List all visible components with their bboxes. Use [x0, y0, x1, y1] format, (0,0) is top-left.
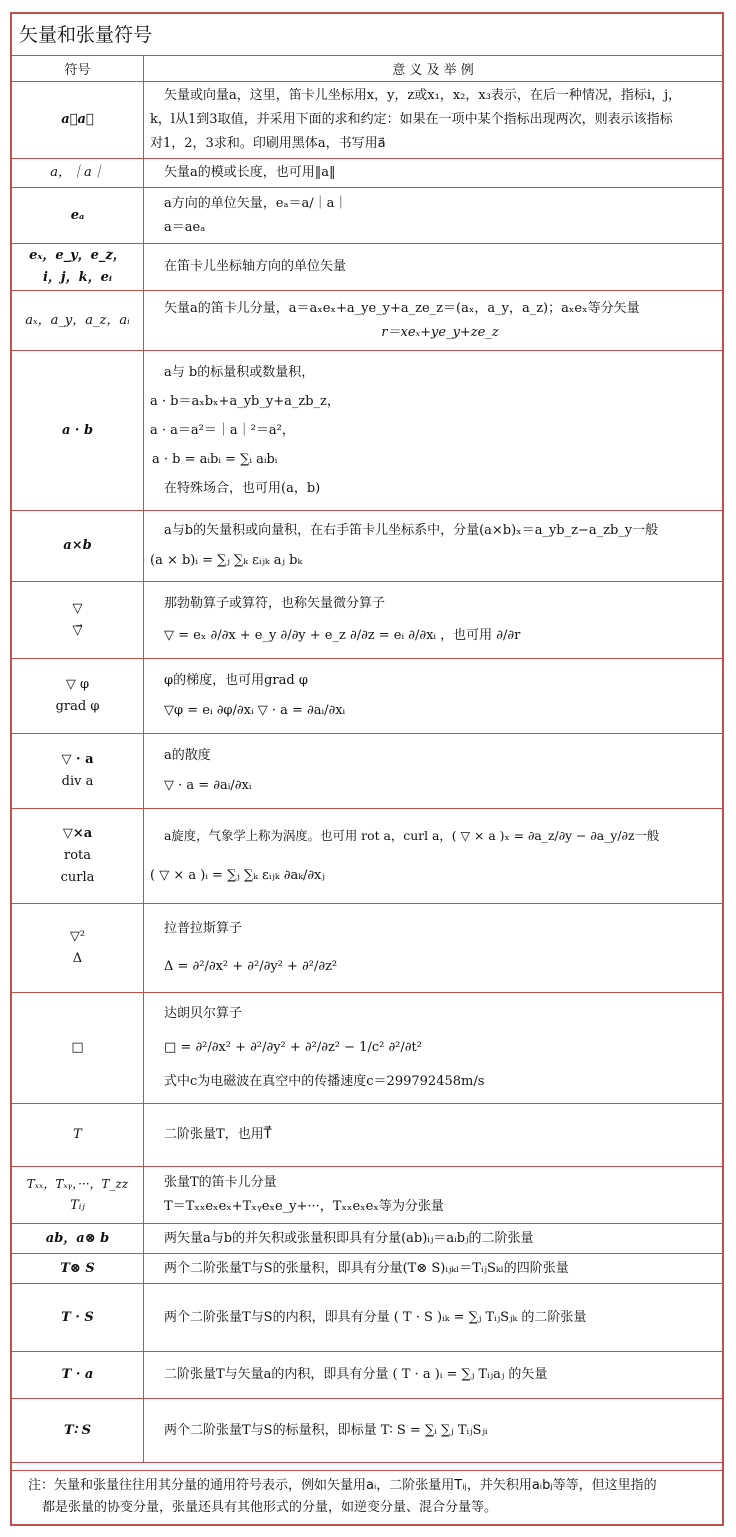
delta-icon: Δ — [72, 951, 83, 966]
symbol-text: T∶ S — [64, 1422, 91, 1438]
meaning-line: (a × b)ᵢ = ∑ⱼ ∑ₖ εᵢⱼₖ aⱼ bₖ — [150, 553, 303, 568]
meaning-line: 二阶张量T与矢量a的内积，即具有分量 ( T · a )ᵢ = ∑ⱼ Tᵢⱼaⱼ 的矢量 — [164, 1367, 548, 1382]
symbol-text: aₓ，a_y，a_z，aᵢ — [25, 312, 130, 328]
symbol-text: T · S — [61, 1309, 94, 1325]
table-row — [12, 244, 722, 291]
symbol-text: i，j，k，eᵢ — [42, 270, 113, 285]
row-symbol — [12, 734, 144, 809]
nabla-vector-icon: ▽⃗ — [72, 623, 83, 638]
row-symbol — [12, 244, 144, 291]
row-meaning — [144, 1399, 723, 1463]
row-symbol — [12, 351, 144, 511]
table-row — [12, 1284, 722, 1352]
row-meaning — [144, 809, 723, 904]
row-symbol — [12, 993, 144, 1104]
meaning-line: 张量T的笛卡儿分量 — [164, 1175, 277, 1190]
meaning-line: a方向的单位矢量，eₐ＝a/｜a｜ — [164, 195, 348, 211]
meaning-line: Δ = ∂²/∂x² + ∂²/∂y² + ∂²/∂z² — [164, 959, 338, 974]
table-row — [12, 904, 722, 993]
row-meaning — [144, 1104, 723, 1167]
meaning-line: 达朗贝尔算子 — [164, 1006, 243, 1021]
table-row — [12, 582, 722, 659]
row-meaning — [144, 1284, 723, 1352]
footnote-line: 都是张量的协变分量，张量还具有其他形式的分量，如逆变分量、混合分量等。 — [42, 1500, 498, 1515]
row-symbol — [12, 159, 144, 188]
meaning-line: 拉普拉斯算子 — [164, 921, 243, 936]
header-meaning: 意 义 及 举 例 — [144, 56, 723, 82]
symbol-text: a，a⃗ — [61, 112, 94, 127]
table-row — [12, 511, 722, 582]
footnote-line: 注：矢量和张量往往用其分量的通用符号表示，例如矢量用aᵢ，二阶张量用Tᵢⱼ，并矢积用aᵢbⱼ等等，但这里指的 — [28, 1478, 657, 1493]
symbol-text: div a — [61, 774, 94, 789]
meaning-line: a＝aeₐ — [164, 219, 206, 235]
row-meaning — [144, 351, 723, 511]
row-meaning — [144, 993, 723, 1104]
symbol-text: ▽ · a — [61, 752, 94, 767]
row-symbol — [12, 659, 144, 734]
meaning-line: a与b的矢量积或向量积，在右手笛卡儿坐标系中，分量(a×b)ₓ＝a_yb_z−a_zb_y一般 — [164, 523, 659, 538]
meaning-line: □ = ∂²/∂x² + ∂²/∂y² + ∂²/∂z² − 1/c² ∂²/∂t² — [164, 1040, 422, 1055]
row-meaning — [144, 1224, 723, 1254]
meaning-line: 矢量或向量a，这里，笛卡儿坐标用x，y，z或x₁，x₂，x₃表示，在后一种情况，指标i，j， — [164, 88, 682, 103]
row-symbol — [12, 904, 144, 993]
symbol-text: ab，a⊗ b — [45, 1230, 110, 1246]
meaning-line: φ的梯度，也可用grad φ — [164, 673, 308, 688]
table-row — [12, 291, 722, 351]
row-meaning — [144, 511, 723, 582]
meaning-line: ▽φ = eᵢ ∂φ/∂xᵢ ▽ · a = ∂aᵢ/∂xᵢ — [164, 703, 346, 718]
meaning-line: a · b = aᵢbᵢ = ∑ᵢ aᵢbᵢ — [152, 452, 278, 467]
meaning-line: 那勃勒算子或算符，也称矢量微分算子 — [164, 596, 386, 611]
table-row — [12, 1167, 722, 1224]
table-frame — [10, 12, 724, 1526]
meaning-line: 在笛卡儿坐标轴方向的单位矢量 — [164, 259, 347, 274]
table-header-row — [12, 56, 722, 82]
row-meaning — [144, 1352, 723, 1399]
row-symbol — [12, 188, 144, 244]
symbol-text: eₓ，e_y，e_z， — [29, 248, 126, 263]
meaning-line: 式中c为电磁波在真空中的传播速度c＝299792458m/s — [164, 1074, 485, 1089]
row-meaning — [144, 582, 723, 659]
table-row — [12, 993, 722, 1104]
symbol-text: rota — [63, 848, 91, 863]
row-symbol — [12, 291, 144, 351]
symbol-text: Tₓₓ，Tₓᵧ，···，T_zz — [26, 1177, 129, 1191]
symbol-text: ▽ φ — [65, 677, 90, 692]
row-symbol — [12, 582, 144, 659]
row-meaning — [144, 1167, 723, 1224]
symbol-text: curla — [60, 870, 95, 885]
table-row — [12, 1224, 722, 1254]
row-symbol — [12, 1399, 144, 1463]
nabla-icon: ▽ — [72, 601, 83, 616]
table-row — [12, 1254, 722, 1284]
meaning-line: 矢量a的笛卡儿分量，a＝aₓeₓ+a_ye_y+a_ze_z＝(aₓ，a_y，a_z)；aₓeₓ等分矢量 — [164, 300, 640, 316]
meaning-line: ( ▽ × a )ᵢ = ∑ⱼ ∑ₖ εᵢⱼₖ ∂aₖ/∂xⱼ — [150, 868, 325, 883]
meaning-line: 两矢量a与b的并矢积或张量积即具有分量(ab)ᵢⱼ＝aᵢbⱼ的二阶张量 — [164, 1230, 534, 1246]
table-row — [12, 734, 722, 809]
table-row — [12, 1352, 722, 1399]
row-meaning — [144, 159, 723, 188]
row-meaning — [144, 1254, 723, 1284]
dalembertian-icon: □ — [71, 1040, 84, 1055]
row-meaning — [144, 659, 723, 734]
meaning-line: 两个二阶张量T与S的张量积，即具有分量(T⊗ S)ᵢⱼₖₗ＝TᵢⱼSₖₗ的四阶张量 — [164, 1260, 569, 1276]
page-title: 矢量和张量符号 — [12, 14, 722, 56]
meaning-line: a的散度 — [164, 748, 211, 763]
symbol-text: a×b — [63, 538, 92, 553]
table-row — [12, 82, 722, 159]
meaning-line: T＝Tₓₓeₓeₓ+Tₓᵧeₓe_y+···，Tₓₓeₓeₓ等为分张量 — [164, 1199, 444, 1214]
laplacian-icon: ▽² — [69, 929, 86, 944]
symbol-table — [12, 56, 722, 1463]
meaning-line: a与 b的标量积或数量积， — [164, 365, 315, 380]
row-symbol — [12, 1104, 144, 1167]
symbol-text: eₐ — [70, 207, 85, 223]
table-row — [12, 1104, 722, 1167]
meaning-line: k，l从1到3取值，并采用下面的求和约定：如果在一项中某个指标出现两次，则表示该指标 — [150, 112, 673, 127]
footnote — [12, 1470, 722, 1519]
row-symbol — [12, 1284, 144, 1352]
table-row — [12, 351, 722, 511]
symbol-text: T · a — [61, 1367, 94, 1382]
table-row — [12, 188, 722, 244]
meaning-line: a旋度，气象学上称为涡度。也可用 rot a，curl a，( ▽ × a )ₓ = ∂a_z/∂y − ∂a_y/∂z一般 — [164, 828, 660, 843]
table-row — [12, 159, 722, 188]
meaning-line: ▽ = eₓ ∂/∂x + e_y ∂/∂y + e_z ∂/∂z = eᵢ ∂/∂xᵢ ，也可用 ∂/∂r — [164, 628, 521, 643]
table-row — [12, 1399, 722, 1463]
row-symbol — [12, 511, 144, 582]
table-row — [12, 659, 722, 734]
header-symbol: 符号 — [12, 56, 144, 82]
symbol-text: Tᵢⱼ — [70, 1198, 85, 1213]
meaning-line: ▽ · a = ∂aᵢ/∂xᵢ — [164, 778, 252, 793]
row-meaning — [144, 291, 723, 351]
symbol-text: grad φ — [55, 699, 100, 714]
symbol-text: T⊗ S — [60, 1260, 95, 1276]
row-symbol — [12, 1224, 144, 1254]
meaning-line: 对1，2，3求和。印刷用黑体a，书写用a⃗ — [150, 136, 386, 151]
row-meaning — [144, 82, 723, 159]
symbol-text: ▽×a — [62, 826, 93, 841]
meaning-line: a · b＝aₓbₓ+a_yb_y+a_zb_z， — [150, 394, 340, 409]
symbol-text: a，｜a｜ — [50, 165, 105, 180]
meaning-line: 两个二阶张量T与S的标量积，即标量 T∶ S = ∑ᵢ ∑ⱼ TᵢⱼSⱼᵢ — [164, 1422, 488, 1438]
meaning-line: 在特殊场合，也可用(a，b) — [164, 481, 321, 496]
row-symbol — [12, 1254, 144, 1284]
symbol-text: a · b — [61, 422, 94, 438]
row-symbol — [12, 82, 144, 159]
table-row — [12, 809, 722, 904]
meaning-line: r＝xeₓ+ye_y+ze_z — [381, 324, 499, 340]
row-meaning — [144, 734, 723, 809]
symbol-text: T — [73, 1127, 82, 1142]
row-symbol — [12, 1167, 144, 1224]
meaning-line: 二阶张量T，也用T⃗⃗ — [164, 1127, 272, 1142]
row-meaning — [144, 188, 723, 244]
row-symbol — [12, 809, 144, 904]
row-symbol — [12, 1352, 144, 1399]
meaning-line: 两个二阶张量T与S的内积，即具有分量 ( T · S )ᵢₖ = ∑ⱼ TᵢⱼSⱼₖ 的二阶张量 — [164, 1309, 587, 1325]
meaning-line: a · a＝a²＝｜a｜²＝a²， — [150, 423, 295, 438]
row-meaning — [144, 244, 723, 291]
row-meaning — [144, 904, 723, 993]
meaning-line: 矢量a的模或长度，也可用‖a‖ — [164, 165, 336, 180]
